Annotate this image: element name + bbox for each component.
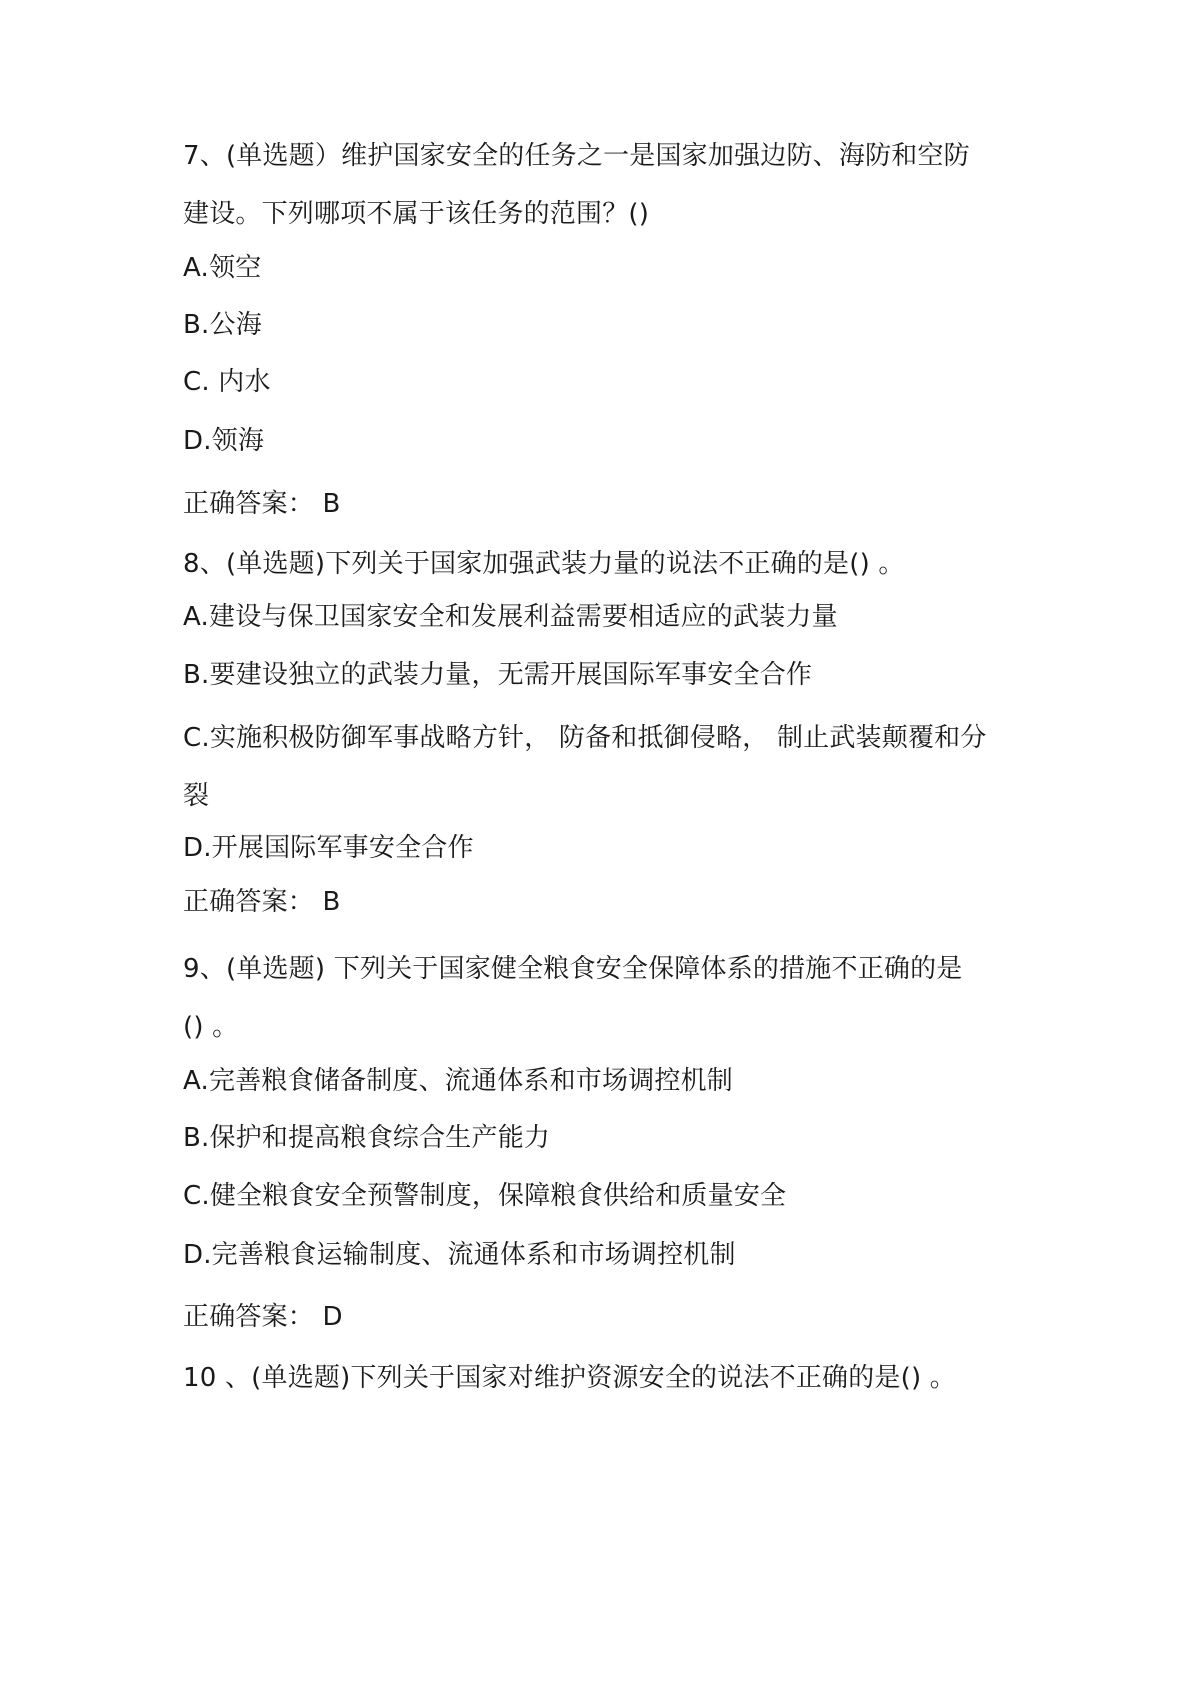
question-9-option-a: A.完善粮食储备制度、流通体系和市场调控机制 [183, 1066, 733, 1096]
question-9-option-b: B.保护和提高粮食综合生产能力 [183, 1123, 551, 1153]
question-8-option-c-line-2: 裂 [183, 781, 210, 811]
question-7-stem-line-1: 7、(单选题）维护国家安全的任务之一是国家加强边防、海防和空防 [183, 141, 970, 171]
question-7-option-b: B.公海 [183, 310, 262, 340]
question-7-option-a: A.领空 [183, 253, 262, 283]
question-8-stem-line-1: 8、(单选题)下列关于国家加强武装力量的说法不正确的是() 。 [183, 549, 905, 579]
question-8-option-d: D.开展国际军事安全合作 [183, 833, 474, 863]
question-10-stem-line-1: 10 、(单选题)下列关于国家对维护资源安全的说法不正确的是() 。 [183, 1363, 956, 1393]
question-9-stem-line-1: 9、(单选题) 下列关于国家健全粮食安全保障体系的措施不正确的是 [183, 954, 963, 984]
question-9-answer: 正确答案： D [183, 1302, 343, 1332]
question-7-option-c: C. 内水 [183, 367, 271, 397]
question-7-answer: 正确答案： B [183, 489, 341, 519]
question-9-option-d: D.完善粮食运输制度、流通体系和市场调控机制 [183, 1240, 736, 1270]
question-8-answer: 正确答案： B [183, 887, 341, 917]
question-8-option-c-line-1: C.实施积极防御军事战略方针， 防备和抵御侵略， 制止武装颠覆和分 [183, 723, 987, 753]
question-7-option-d: D.领海 [183, 426, 265, 456]
question-8-option-a: A.建设与保卫国家安全和发展利益需要相适应的武装力量 [183, 602, 838, 632]
question-7-stem-line-2: 建设。下列哪项不属于该任务的范围？() [183, 199, 650, 229]
question-9-stem-line-2: () 。 [183, 1012, 239, 1042]
question-9-option-c: C.健全粮食安全预警制度，保障粮食供给和质量安全 [183, 1181, 787, 1211]
question-8-option-b: B.要建设独立的武装力量，无需开展国际军事安全合作 [183, 660, 813, 690]
